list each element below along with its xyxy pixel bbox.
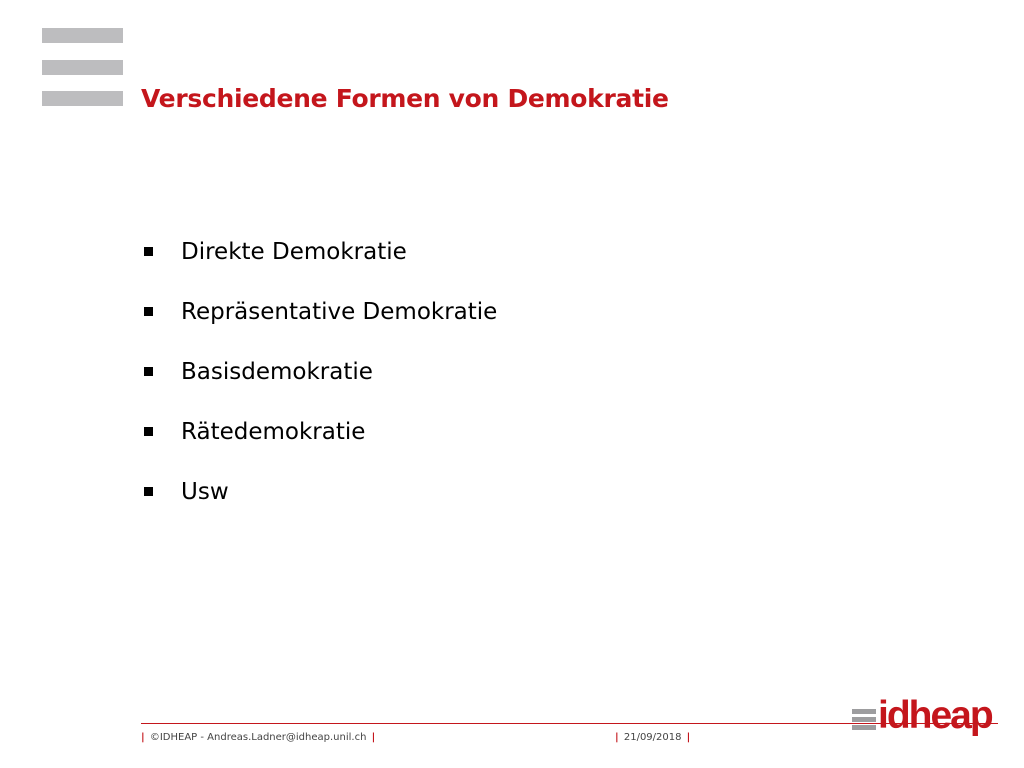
decor-bar (42, 60, 123, 75)
square-bullet-icon (144, 367, 153, 376)
logo-lines-icon (852, 709, 876, 731)
decor-bar (42, 91, 123, 106)
footer-separator: | (141, 732, 145, 743)
bullet-text: Rätedemokratie (181, 419, 366, 445)
logo-text: idheap (878, 694, 992, 737)
footer-separator: | (371, 732, 376, 743)
footer-separator: | (686, 732, 691, 743)
idheap-logo (852, 694, 992, 744)
decorative-menu-lines-icon (42, 28, 123, 106)
footer-date-text: 21/09/2018 (623, 732, 682, 743)
square-bullet-icon (144, 247, 153, 256)
bullet-text: Repräsentative Demokratie (181, 299, 498, 325)
footer-date (613, 732, 692, 743)
footer-author-text: ©IDHEAP - Andreas.Ladner@idheap.unil.ch (149, 732, 367, 743)
square-bullet-icon (144, 487, 153, 496)
footer-author (139, 732, 377, 743)
bullet-text: Direkte Demokratie (181, 239, 407, 265)
bullet-text: Basisdemokratie (181, 359, 373, 385)
footer-separator: | (615, 732, 619, 743)
slide-title: Verschiedene Formen von Demokratie (141, 84, 669, 113)
square-bullet-icon (144, 427, 153, 436)
square-bullet-icon (144, 307, 153, 316)
bullet-text: Usw (181, 479, 229, 505)
decor-bar (42, 28, 123, 43)
